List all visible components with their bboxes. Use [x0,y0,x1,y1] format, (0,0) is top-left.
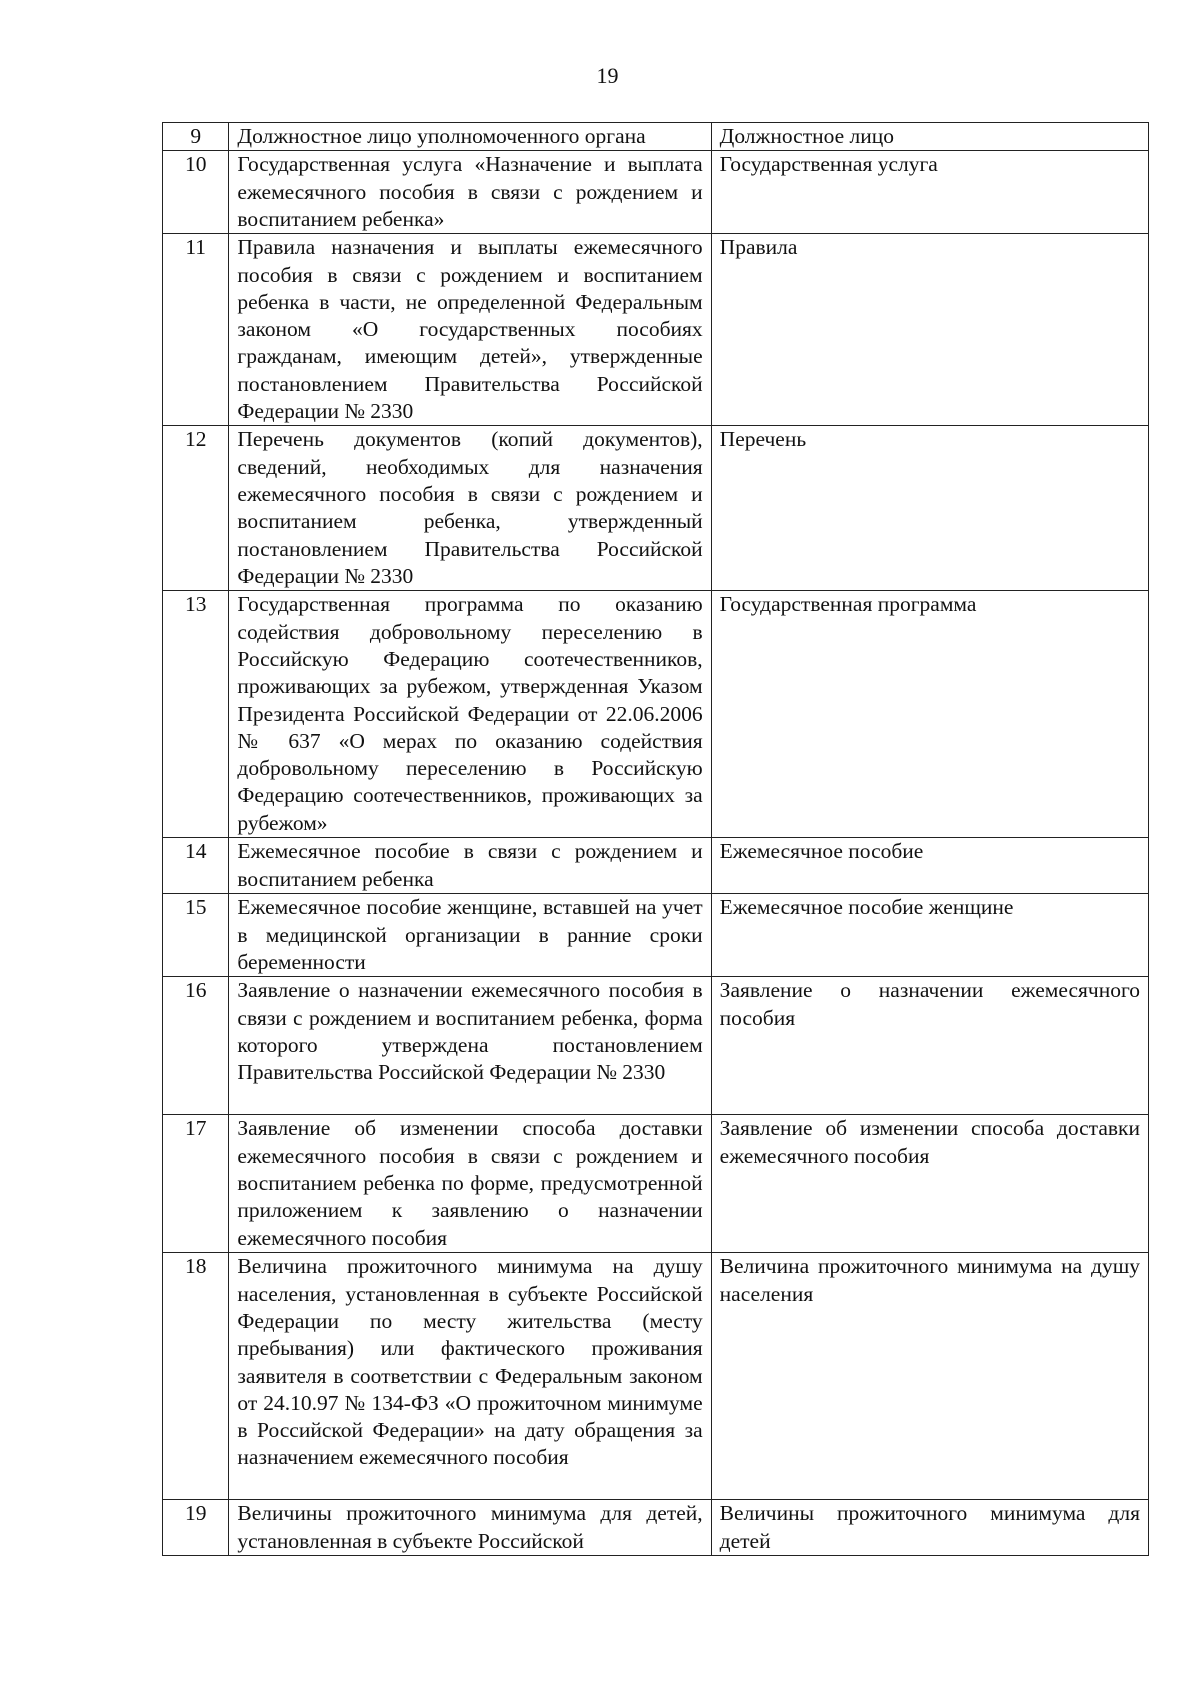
row-number: 9 [163,123,229,151]
table-row [163,894,1149,977]
row-number: 19 [163,1500,229,1556]
full-term: Величины прожиточного минимума для детей, установленная в субъекте Российской [229,1500,711,1556]
short-term: Государственная услуга [711,151,1148,234]
full-term: Государственная программа по оказанию содействия добровольному переселению в Российскую Федерацию соотечественников, проживающих за рубежом, утвержденная Указом Президента Российской Федерации от 22.06.2006 № 637 «О мерах по оказанию содействия добровольному переселению в Российскую Федерацию соотечественников, проживающих за рубежом» [229,591,711,838]
row-number: 17 [163,1115,229,1253]
full-term: Величина прожиточного минимума на душу населения, установленная в субъекте Российской Федерации по месту жительства (месту пребывания) или фактического проживания заявителя в соответствии с Федеральным законом от 24.10.97 № 134-ФЗ «О прожиточном минимуме в Российской Федерации» на дату обращения за назначением ежемесячного пособия [229,1253,711,1500]
table-row [163,977,1149,1115]
short-term: Ежемесячное пособие [711,838,1148,894]
row-number: 11 [163,234,229,426]
full-term: Ежемесячное пособие в связи с рождением и воспитанием ребенка [229,838,711,894]
row-number: 16 [163,977,229,1115]
row-number: 13 [163,591,229,838]
table-row [163,234,1149,426]
short-term: Должностное лицо [711,123,1148,151]
table-row [163,838,1149,894]
short-term: Государственная программа [711,591,1148,838]
short-term: Величины прожиточного минимума для детей [711,1500,1148,1556]
row-number: 18 [163,1253,229,1500]
full-term: Правила назначения и выплаты ежемесячного пособия в связи с рождением и воспитанием ребенка в части, не определенной Федеральным законом «О государственных пособиях гражданам, имеющим детей», утвержденные постановлением Правительства Российской Федерации № 2330 [229,234,711,426]
short-term: Правила [711,234,1148,426]
short-term: Перечень [711,426,1148,591]
row-number: 14 [163,838,229,894]
full-term: Государственная услуга «Назначение и выплата ежемесячного пособия в связи с рождением и воспитанием ребенка» [229,151,711,234]
short-term: Ежемесячное пособие женщине [711,894,1148,977]
full-term: Должностное лицо уполномоченного органа [229,123,711,151]
full-term: Заявление о назначении ежемесячного пособия в связи с рождением и воспитанием ребенка, форма которого утверждена постановлением Правительства Российской Федерации № 2330 [229,977,711,1115]
table-row [163,1115,1149,1253]
short-term: Заявление об изменении способа доставки ежемесячного пособия [711,1115,1148,1253]
terms-table [162,122,1149,1556]
table-row [163,1253,1149,1500]
table-row [163,123,1149,151]
short-term: Величина прожиточного минимума на душу населения [711,1253,1148,1500]
table-row [163,426,1149,591]
row-number: 15 [163,894,229,977]
table-row [163,151,1149,234]
full-term: Ежемесячное пособие женщине, вставшей на учет в медицинской организации в ранние сроки беременности [229,894,711,977]
full-term: Перечень документов (копий документов), сведений, необходимых для назначения ежемесячного пособия в связи с рождением и воспитанием ребенка, утвержденный постановлением Правительства Российской Федерации № 2330 [229,426,711,591]
row-number: 10 [163,151,229,234]
full-term: Заявление об изменении способа доставки ежемесячного пособия в связи с рождением и воспитанием ребенка по форме, предусмотренной приложением к заявлению о назначении ежемесячного пособия [229,1115,711,1253]
table-row [163,591,1149,838]
table-row [163,1500,1149,1556]
row-number: 12 [163,426,229,591]
short-term: Заявление о назначении ежемесячного пособия [711,977,1148,1115]
page-number: 19 [596,63,619,88]
